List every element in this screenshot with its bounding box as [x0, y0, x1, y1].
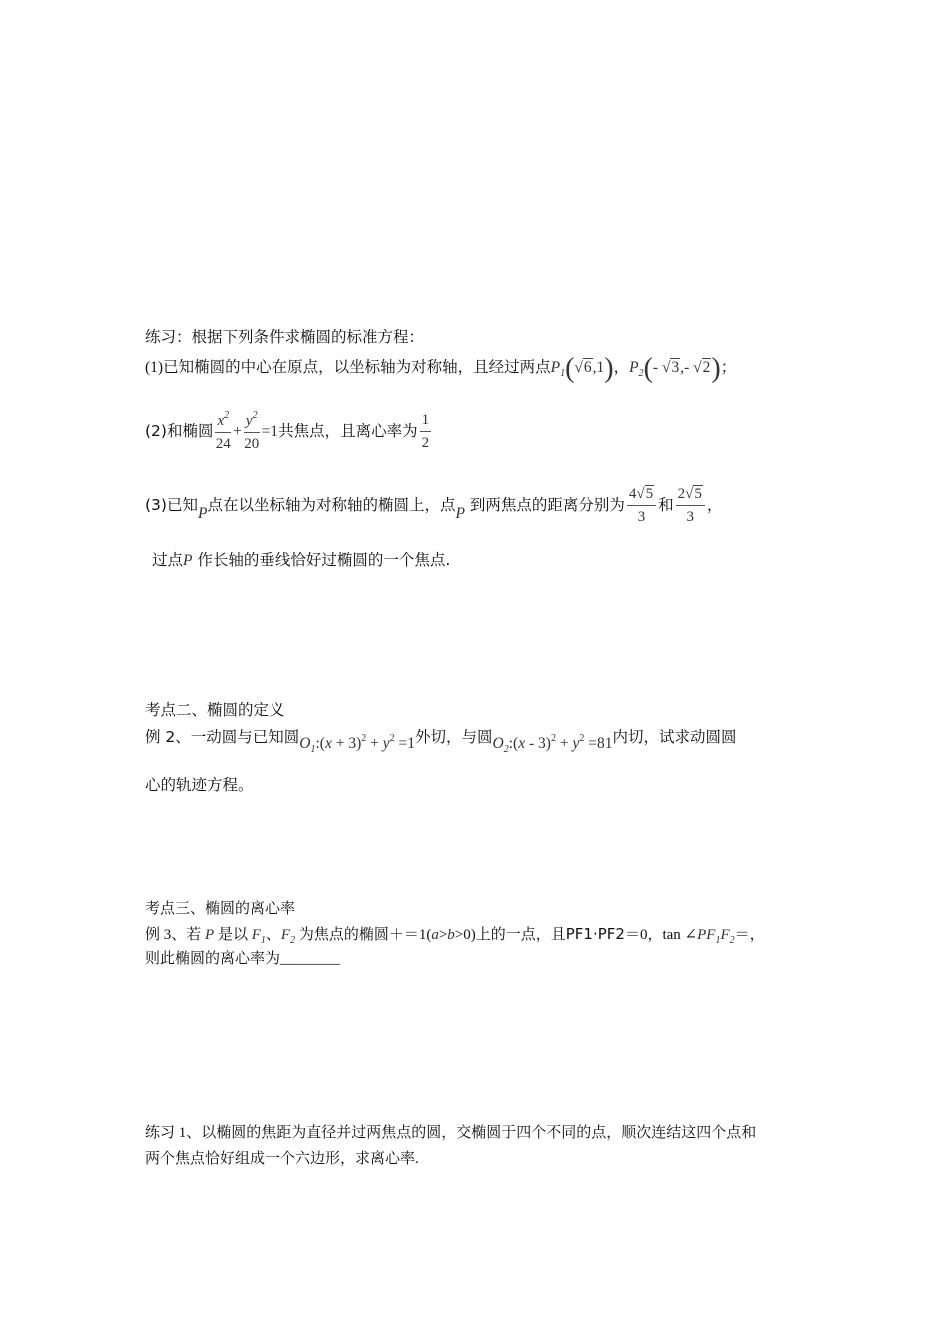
item1-label: (1) [145, 359, 164, 376]
section2-heading: 考点二、椭圆的定义 [145, 701, 285, 719]
practice-title: 练习：根据下列条件求椭圆的标准方程： [145, 328, 425, 346]
practice-item-2: (2)和椭圆 $\frac{x^2}{24}$ + $\frac{y^2}{20}$ =1共焦点，且离心率为 $\frac{1}{2}$ [145, 410, 430, 452]
fraction-y2-20: $\frac{y^2}{20}$ [244, 410, 260, 452]
fraction-half: $\frac{1}{2}$ [421, 412, 430, 451]
point-p2: $P_2$ [629, 359, 644, 379]
p2-coords: - √3,- √2 [652, 359, 711, 376]
fraction-x2-24: $\frac{x^2}{24}$ [215, 410, 231, 452]
example-2: 例 2、一动圆与已知圆$O_1:(x + 3)^2 + y^2 =1$外切，与圆$O_2:(x - 3)^2 + y^2 =81$内切，试求动圆圆 [145, 728, 737, 755]
p1-coords: √6,1 [574, 359, 605, 376]
point-p1: $P_1$ [550, 359, 566, 379]
item3-label: (3)已知 [145, 496, 198, 514]
example-3: 例 3、若 P 是以 $F_1$、$F_2$ 为焦点的椭圆＋＝1(a>b>0)上的一点，且PF1·PF2＝0，$\tan \angle PF_1F_2=$， [145, 925, 765, 946]
item2-text: 共焦点，且离心率为 [278, 422, 418, 440]
practice2-line2: 两个焦点恰好组成一个六边形，求离心率. [145, 1151, 419, 1167]
example-2-line2: 心的轨迹方程。 [145, 776, 254, 794]
practice-item-1: (1)已知椭圆的中心在原点，以坐标轴为对称轴，且经过两点$P_1(√6,1)$，$P_2(-$ √3,- √2)； [145, 353, 737, 384]
practice-item-3: (3)已知P点在以坐标轴为对称轴的椭圆上，点P 到两焦点的距离分别为 $\frac{4√5}{3}$ 和 $\frac{2√5}{3}$ ， [145, 486, 723, 525]
practice-item-3-line2: 过点P 作长轴的垂线恰好过椭圆的一个焦点. [152, 551, 451, 569]
item2-label: (2)和椭圆 [145, 422, 214, 440]
practice2-line1: 练习 1、以椭圆的焦距为直径并过两焦点的圆，交椭圆于四个不同的点，顺次连结这四个点和 [145, 1125, 757, 1141]
item1-text: 已知椭圆的中心在原点，以坐标轴为对称轴，且经过两点 [163, 358, 551, 376]
example-3-line2: 则此椭圆的离心率为________ [145, 951, 341, 967]
section3-heading: 考点三、椭圆的离心率 [145, 901, 296, 917]
fraction-2root5-3: $\frac{2√5}{3}$ [676, 485, 705, 526]
fraction-4root5-3: $\frac{4√5}{3}$ [627, 485, 656, 526]
